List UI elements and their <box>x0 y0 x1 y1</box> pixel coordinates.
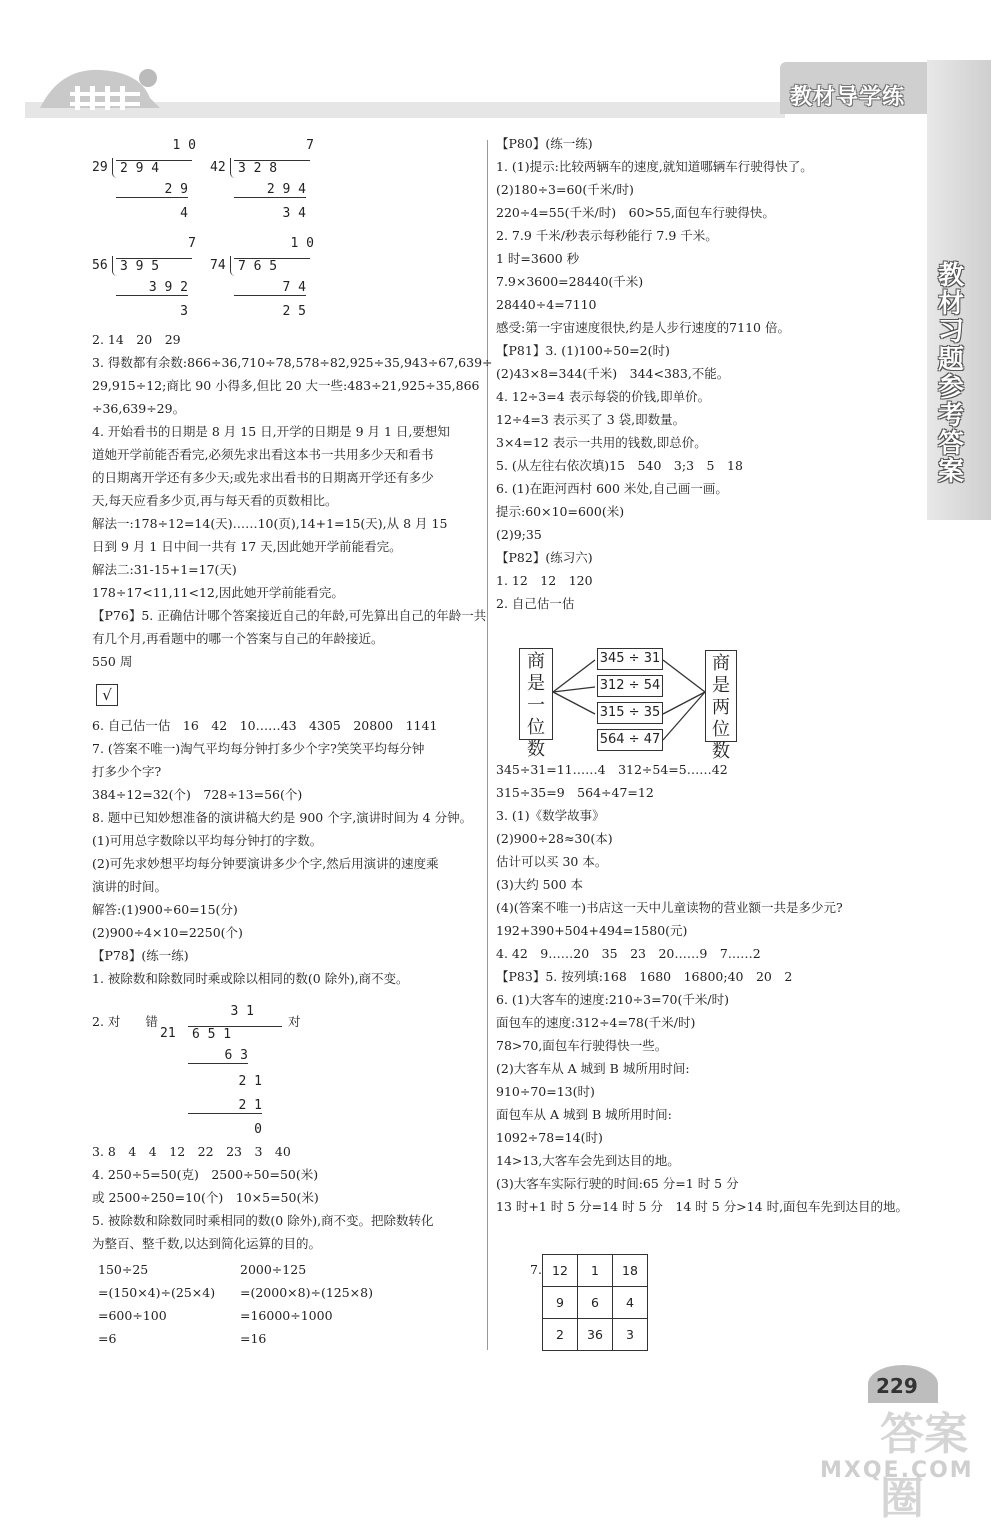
long-division <box>210 138 320 228</box>
text-line: 2. 自己估一估 <box>496 596 575 611</box>
text-line: 2. 7.9 千米/秒表示每秒能行 7.9 千米。 <box>496 228 718 243</box>
text-line: 13 时+1 时 5 分=14 时 5 分 14 时 5 分>14 时,面包车先到达目的地。 <box>496 1199 909 1214</box>
page-number: 229 <box>876 1374 918 1398</box>
text-line: 演讲的时间。 <box>92 879 168 894</box>
text-line: 1092÷78=14(时) <box>496 1130 603 1145</box>
expression-box: 345 ÷ 31 <box>597 648 663 670</box>
grid-row <box>543 1287 648 1319</box>
q2-label: 2. 对 错 <box>92 1014 158 1029</box>
calc-step: =(2000×8)÷(125×8) <box>240 1285 373 1300</box>
q7-label: 7. <box>530 1262 542 1277</box>
text-line: 面包车从 A 城到 B 城所用时间: <box>496 1107 672 1122</box>
division-r: 3 <box>180 304 188 319</box>
division-s1: 2 9 <box>116 182 188 198</box>
text-line: 有几个月,再看题中的哪一个答案与自己的年龄接近。 <box>92 631 384 646</box>
text-line: 3×4=12 表示一共用的钱数,即总价。 <box>496 435 707 450</box>
text-line: (2)180÷3=60(千米/时) <box>496 182 634 197</box>
expression-box: 315 ÷ 35 <box>597 702 663 724</box>
text-line: 550 周 <box>92 654 133 669</box>
text-line: (2)可先求妙想平均每分钟要演讲多少个字,然后用演讲的速度乘 <box>92 856 439 871</box>
text-line: 345÷31=11……4 312÷54=5……42 <box>496 762 728 777</box>
calc-a <box>98 1258 215 1350</box>
text-line: (2)43×8=344(千米) 344<383,不能。 <box>496 366 730 381</box>
text-line: 178÷17<11,11<12,因此她开学前能看完。 <box>92 585 344 600</box>
text-line: 5. 被除数和除数同时乘相同的数(0 除外),商不变。把除数转化 <box>92 1213 434 1228</box>
text-line: 解法一:178÷12=14(天)……10(页),14+1=15(天),从 8 月 15 <box>92 516 448 531</box>
text-line: 315÷35=9 564÷47=12 <box>496 785 654 800</box>
division-q: 3 1 <box>230 1004 254 1019</box>
text-line: 天,每天应看多少页,再与每天看的页数相比。 <box>92 493 338 508</box>
calc-step: =6 <box>98 1331 117 1346</box>
text-line: 6. 自己估一估 16 42 10……43 4305 20800 1141 <box>92 718 438 733</box>
division-n: 2 9 4 <box>116 160 192 176</box>
match-lines <box>515 640 745 744</box>
text-line: 1. 被除数和除数同时乘或除以相同的数(0 除外),商不变。 <box>92 971 409 986</box>
text-line: 道她开学前能否看完,必须先求出看这本书一共用多少天和看书 <box>92 447 434 462</box>
long-division <box>92 138 202 228</box>
text-line: 【P83】5. 按列填:168 1680 16800;40 20 2 <box>496 969 793 984</box>
text-line: 1. 12 12 120 <box>496 573 593 588</box>
calc-step: 2000÷125 <box>240 1262 307 1277</box>
calc-step: =16 <box>240 1331 267 1346</box>
watermark-logo: 答案圈 <box>880 1409 968 1524</box>
division-s1: 6 3 <box>188 1048 248 1064</box>
text-line: 1. (1)提示:比较两辆车的速度,就知道哪辆车行驶得快了。 <box>496 159 813 174</box>
division-q: 7 <box>188 236 196 251</box>
text-line: 12÷4=3 表示买了 3 袋,即数量。 <box>496 412 686 427</box>
division-d: 74 <box>210 258 226 273</box>
text-line: (3)大客车实际行驶的时间:65 分=1 时 5 分 <box>496 1176 739 1191</box>
text-line: 14>13,大客车会先到达目的地。 <box>496 1153 680 1168</box>
grid-cell: 2 <box>543 1319 578 1351</box>
text-line: 估计可以买 30 本。 <box>496 854 608 869</box>
calc-step: =16000÷1000 <box>240 1308 333 1323</box>
text-line: 4. 42 9……20 35 23 20……9 7……2 <box>496 946 761 961</box>
division-s1: 2 9 4 <box>234 182 306 198</box>
division-s2: 2 1 <box>238 1074 262 1089</box>
text-line: 【P81】3. (1)100÷50=2(时) <box>496 343 670 358</box>
header-title: 教材导学练 <box>790 85 906 110</box>
calc-step: 150÷25 <box>98 1262 149 1277</box>
magic-square <box>542 1254 648 1351</box>
text-line: 3. 得数都有余数:866÷36,710÷78,578÷82,925÷35,943÷67,639÷ <box>92 355 493 370</box>
division-r: 3 4 <box>282 206 306 221</box>
text-line: 5. (从左往右依次填)15 540 3;3 5 18 <box>496 458 743 473</box>
text-line: 3. 8 4 4 12 22 23 3 40 <box>92 1144 291 1159</box>
check-box: √ <box>96 684 118 706</box>
division-d: 56 <box>92 258 108 273</box>
long-division <box>92 236 202 326</box>
grid-cell: 4 <box>613 1287 648 1319</box>
text-line: (2)9;35 <box>496 527 542 542</box>
text-line: 6. (1)大客车的速度:210÷3=70(千米/时) <box>496 992 729 1007</box>
grid-cell: 12 <box>543 1255 578 1287</box>
division-q: 1 0 <box>290 236 314 251</box>
text-line: 7.9×3600=28440(千米) <box>496 274 644 289</box>
expression-box: 312 ÷ 54 <box>597 675 663 697</box>
right-block-2 <box>496 758 908 1218</box>
right-label-box: 商是两位数 <box>705 650 737 742</box>
left-block-2 <box>92 714 472 990</box>
text-line: 【P80】(练一练) <box>496 136 593 151</box>
text-line: 2. 14 20 29 <box>92 332 181 347</box>
text-line: 78>70,面包车行驶得快一些。 <box>496 1038 668 1053</box>
dinosaur-fence-icon <box>30 58 170 110</box>
long-division <box>210 236 320 326</box>
grid-cell: 3 <box>613 1319 648 1351</box>
watermark-url: MXQE.COM <box>820 1458 974 1483</box>
text-line: 面包车的速度:312÷4=78(千米/时) <box>496 1015 696 1030</box>
division-n: 3 2 8 <box>234 160 310 176</box>
left-label-box: 商是一位数 <box>519 648 553 740</box>
grid-cell: 36 <box>578 1319 613 1351</box>
text-line: 7. (答案不唯一)淘气平均每分钟打多少个字?笑笑平均每分钟 <box>92 741 425 756</box>
division-r: 4 <box>180 206 188 221</box>
division-q: 1 0 <box>172 138 196 153</box>
grid-row <box>543 1255 648 1287</box>
text-line: 或 2500÷250=10(个) 10×5=50(米) <box>92 1190 319 1205</box>
division-bracket <box>230 256 235 276</box>
division-r: 2 5 <box>282 304 306 319</box>
text-line: 4. 12÷3=4 表示每袋的价钱,即单价。 <box>496 389 711 404</box>
division-d: 42 <box>210 160 226 175</box>
text-line: 384÷12=32(个) 728÷13=56(个) <box>92 787 303 802</box>
text-line: ÷36,639÷29。 <box>92 401 186 416</box>
text-line: (4)(答案不唯一)书店这一天中儿童读物的营业额一共是多少元? <box>496 900 843 915</box>
grid-cell: 9 <box>543 1287 578 1319</box>
text-line: 6. (1)在距河西村 600 米处,自己画一画。 <box>496 481 728 496</box>
grid-cell: 18 <box>613 1255 648 1287</box>
side-title: 教材习题参考答案 <box>938 261 965 487</box>
division-d: 21 <box>160 1026 176 1041</box>
text-line: 4. 250÷5=50(克) 2500÷50=50(米) <box>92 1167 319 1182</box>
division-bracket <box>230 158 235 178</box>
calc-step: =600÷100 <box>98 1308 167 1323</box>
expression-box: 564 ÷ 47 <box>597 729 663 751</box>
calc-b <box>240 1258 373 1350</box>
text-line: 8. 题中已知妙想准备的演讲稿大约是 900 个字,演讲时间为 4 分钟。 <box>92 810 473 825</box>
text-line: 【P76】5. 正确估计哪个答案接近自己的年龄,可先算出自己的年龄一共 <box>92 608 487 623</box>
text-line: 提示:60×10=600(米) <box>496 504 625 519</box>
text-line: 3. (1)《数学故事》 <box>496 808 605 823</box>
left-block-1 <box>92 328 493 673</box>
text-line: 【P82】(练习六) <box>496 550 593 565</box>
column-divider <box>487 140 488 1350</box>
text-line: 220÷4=55(千米/时) 60>55,面包车行驶得快。 <box>496 205 775 220</box>
text-line: 日到 9 月 1 日中间一共有 17 天,因此她开学前能看完。 <box>92 539 402 554</box>
text-line: 29,915÷12;商比 90 小得多,但比 20 大一些:483÷21,925÷35,866 <box>92 378 480 393</box>
text-line: 【P78】(练一练) <box>92 948 189 963</box>
text-line: (2)900÷28≈30(本) <box>496 831 613 846</box>
division-q: 7 <box>306 138 314 153</box>
text-line: (3)大约 500 本 <box>496 877 584 892</box>
right-block-1 <box>496 132 813 615</box>
text-line: (2)900÷4×10=2250(个) <box>92 925 243 940</box>
text-line: 4. 开始看书的日期是 8 月 15 日,开学的日期是 9 月 1 日,要想知 <box>92 424 450 439</box>
calc-step: =(150×4)÷(25×4) <box>98 1285 216 1300</box>
q2-tail: 对 <box>288 1014 301 1029</box>
text-line: 28440÷4=7110 <box>496 297 597 312</box>
grid-cell: 6 <box>578 1287 613 1319</box>
division-bracket <box>112 256 117 276</box>
text-line: 感受:第一宇宙速度很快,约是人步行速度的7110 倍。 <box>496 320 790 335</box>
division-n: 6 5 1 <box>188 1026 282 1042</box>
text-line: 的日期离开学还有多少天;或先求出看书的日期离开学还有多少 <box>92 470 434 485</box>
text-line: 打多少个字? <box>92 764 162 779</box>
grid-cell: 1 <box>578 1255 613 1287</box>
division-d: 29 <box>92 160 108 175</box>
division-s1: 3 9 2 <box>116 280 188 296</box>
division-bracket <box>112 158 117 178</box>
text-line: 解答:(1)900÷60=15(分) <box>92 902 238 917</box>
grid-row <box>543 1319 648 1351</box>
text-line: 为整百、整千数,以达到简化运算的目的。 <box>92 1236 321 1251</box>
text-line: 910÷70=13(时) <box>496 1084 595 1099</box>
left-block-3 <box>92 1140 434 1255</box>
text-line: 解法二:31-15+1=17(天) <box>92 562 237 577</box>
division-s1: 7 4 <box>234 280 306 296</box>
division-s3: 2 1 <box>188 1098 262 1114</box>
matching-diagram <box>515 640 745 762</box>
division-n: 7 6 5 <box>234 258 310 274</box>
division-r: 0 <box>254 1122 262 1137</box>
text-line: 192+390+504+494=1580(元) <box>496 923 688 938</box>
text-line: 1 时=3600 秒 <box>496 251 580 266</box>
text-line: (1)可用总字数除以平均每分钟打的字数。 <box>92 833 323 848</box>
text-line: (2)大客车从 A 城到 B 城所用时间: <box>496 1061 690 1076</box>
division-n: 3 9 5 <box>116 258 192 274</box>
